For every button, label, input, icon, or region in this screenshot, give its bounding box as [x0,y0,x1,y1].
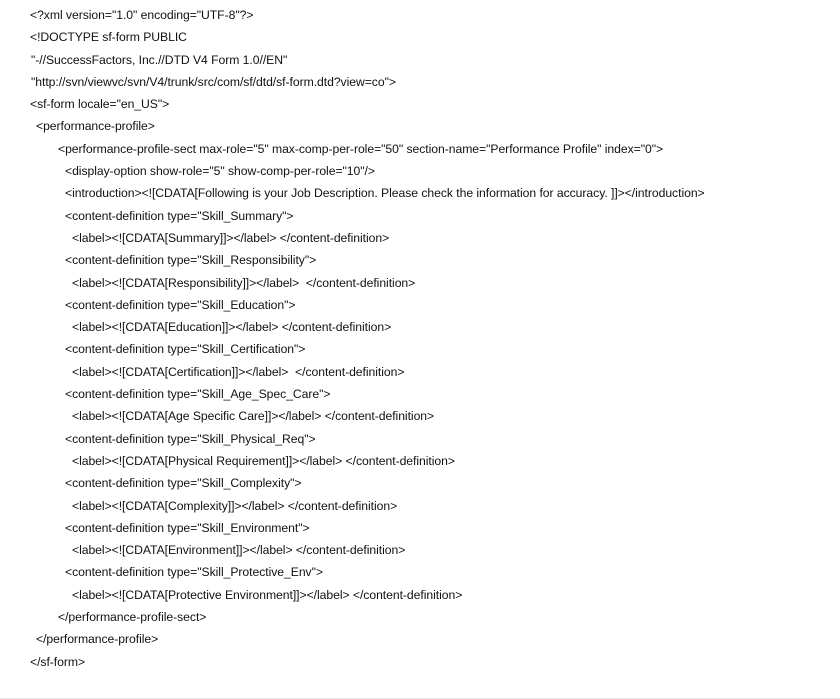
sf-form-open-line: <sf-form locale="en_US"> [30,97,170,112]
label-responsibility-line: <label><![CDATA[Responsibility]]></label> </content-definition> [72,275,416,290]
label-complexity-line: <label><![CDATA[Complexity]]></label> </content-definition> [72,498,398,513]
label-physical-req-line: <label><![CDATA[Physical Requirement]]></label> </content-definition> [72,453,455,468]
content-definition-age-spec-care-line: <content-definition type="Skill_Age_Spec_Care"> [65,387,331,402]
sf-form-close-line: </sf-form> [30,654,86,669]
doctype-line: <!DOCTYPE sf-form PUBLIC [30,30,187,45]
label-certification-line: <label><![CDATA[Certification]]></label> </content-definition> [72,364,405,379]
performance-profile-sect-open-line: <performance-profile-sect max-role="5" max-comp-per-role="50" section-name="Performance Profile" index="0"> [58,141,664,156]
introduction-line: <introduction><![CDATA[Following is your Job Description. Please check the information for accuracy. ]]></introduction> [65,186,705,201]
content-definition-responsibility-line: <content-definition type="Skill_Responsibility"> [65,253,317,268]
performance-profile-sect-close-line: </performance-profile-sect> [58,610,207,625]
label-protective-env-line: <label><![CDATA[Protective Environment]]></label> </content-definition> [72,587,463,602]
performance-profile-open-line: <performance-profile> [36,119,155,134]
content-definition-physical-req-line: <content-definition type="Skill_Physical_Req"> [65,431,316,446]
content-definition-environment-line: <content-definition type="Skill_Environment"> [65,520,310,535]
performance-profile-close-line: </performance-profile> [36,632,159,647]
doctype-system-url-line: "http://svn/viewvc/svn/V4/trunk/src/com/sf/dtd/sf-form.dtd?view=co"> [31,74,396,89]
xml-document [0,4,840,673]
label-summary-line: <label><![CDATA[Summary]]></label> </content-definition> [72,230,390,245]
content-definition-complexity-line: <content-definition type="Skill_Complexity"> [65,476,302,491]
doctype-public-id-line: "-//SuccessFactors, Inc.//DTD V4 Form 1.0//EN" [31,52,288,67]
content-definition-certification-line: <content-definition type="Skill_Certification"> [65,342,306,357]
display-option-line: <display-option show-role="5" show-comp-per-role="10"/> [65,164,375,179]
content-definition-education-line: <content-definition type="Skill_Education"> [65,297,296,312]
xml-declaration-line: <?xml version="1.0" encoding="UTF-8"?> [30,8,254,22]
content-definition-protective-env-line: <content-definition type="Skill_Protective_Env"> [65,565,323,580]
label-age-spec-care-line: <label><![CDATA[Age Specific Care]]></label> </content-definition> [72,409,435,424]
content-definition-summary-line: <content-definition type="Skill_Summary"> [65,208,294,223]
label-environment-line: <label><![CDATA[Environment]]></label> </content-definition> [72,543,406,558]
label-education-line: <label><![CDATA[Education]]></label> </content-definition> [72,320,392,335]
